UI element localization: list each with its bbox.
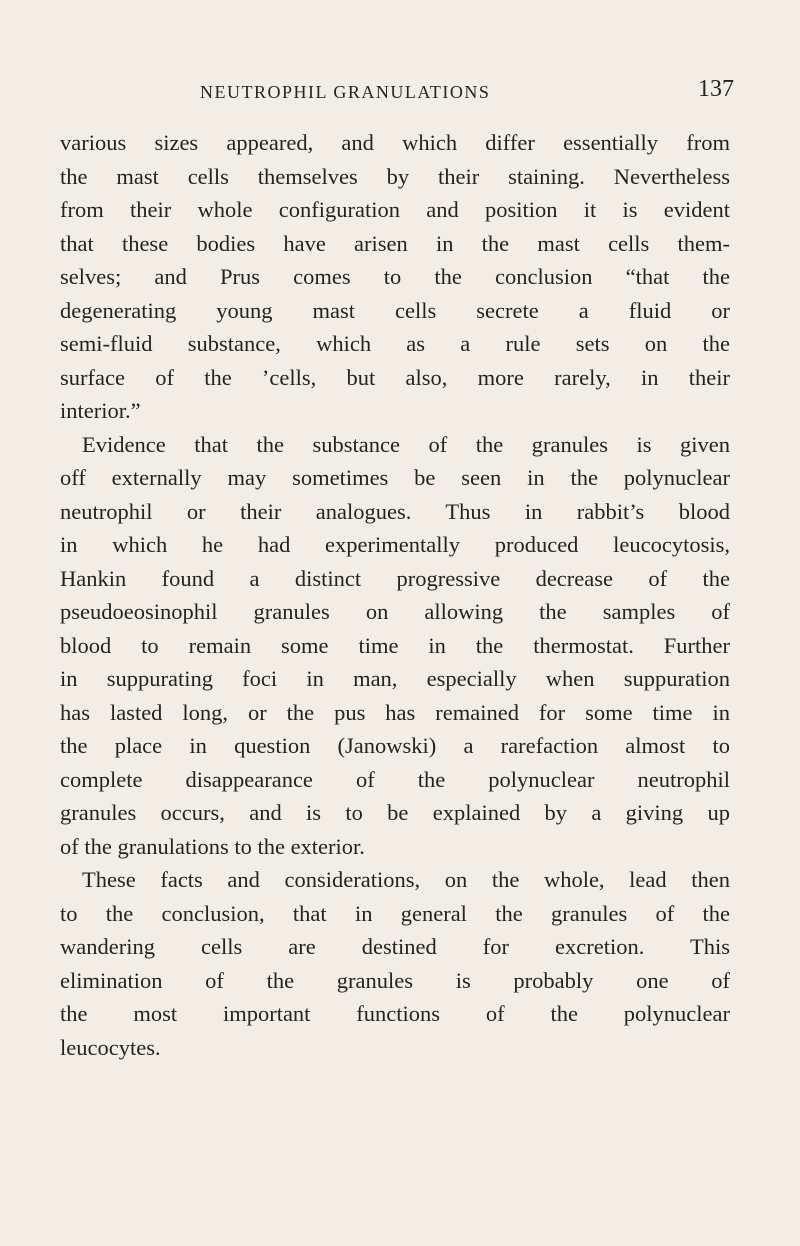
text-line: the mast cells themselves by their staining. Nevertheless	[60, 163, 730, 189]
text-line: to the conclusion, that in general the granules of the	[60, 900, 730, 926]
text-line: pseudoeosinophil granules on allowing the samples of	[60, 599, 730, 624]
text-line: granules occurs, and is to be explained by a giving up	[60, 800, 730, 825]
text-line: has lasted long, or the pus has remained for some time in	[60, 699, 730, 725]
text-line: interior.”	[60, 398, 141, 423]
text-line: complete disappearance of the polynuclear neutrophil	[60, 766, 730, 792]
text-line: Evidence that the substance of the granules is given	[82, 431, 730, 457]
text-line: neutrophil or their analogues. Thus in rabbit’s blood	[60, 498, 730, 524]
text-line: leucocytes.	[60, 1034, 161, 1060]
text-line: selves; and Prus comes to the conclusion “that the	[60, 264, 730, 289]
text-line: of the granulations to the exterior.	[60, 833, 365, 859]
text-line: wandering cells are destined for excretion. This	[60, 934, 730, 959]
text-line: Hankin found a distinct progressive decrease of the	[60, 565, 730, 591]
page-header	[58, 74, 738, 114]
text-line: elimination of the granules is probably one of	[60, 967, 730, 993]
body-text	[60, 126, 730, 1064]
text-line: blood to remain some time in the thermostat. Further	[60, 632, 730, 658]
text-line: in which he had experimentally produced leucocytosis,	[60, 532, 730, 557]
page-number: 137	[698, 76, 734, 102]
text-line: the most important functions of the polynuclear	[60, 1001, 730, 1026]
text-line: off externally may sometimes be seen in the polynuclear	[60, 465, 730, 490]
text-line: surface of the ’cells, but also, more rarely, in their	[60, 364, 730, 390]
text-line: that these bodies have arisen in the mast cells them-	[60, 230, 730, 256]
text-line: These facts and considerations, on the whole, lead then	[82, 867, 730, 892]
text-line: degenerating young mast cells secrete a fluid or	[60, 297, 730, 323]
text-line: in suppurating foci in man, especially when suppuration	[60, 666, 730, 691]
text-line: various sizes appeared, and which differ essentially from	[60, 130, 730, 155]
text-line: the place in question (Janowski) a rarefaction almost to	[60, 733, 730, 758]
running-head: NEUTROPHIL GRANULATIONS	[200, 82, 491, 102]
text-line: from their whole configuration and position it is evident	[60, 197, 730, 222]
text-line: semi-fluid substance, which as a rule sets on the	[60, 331, 730, 356]
